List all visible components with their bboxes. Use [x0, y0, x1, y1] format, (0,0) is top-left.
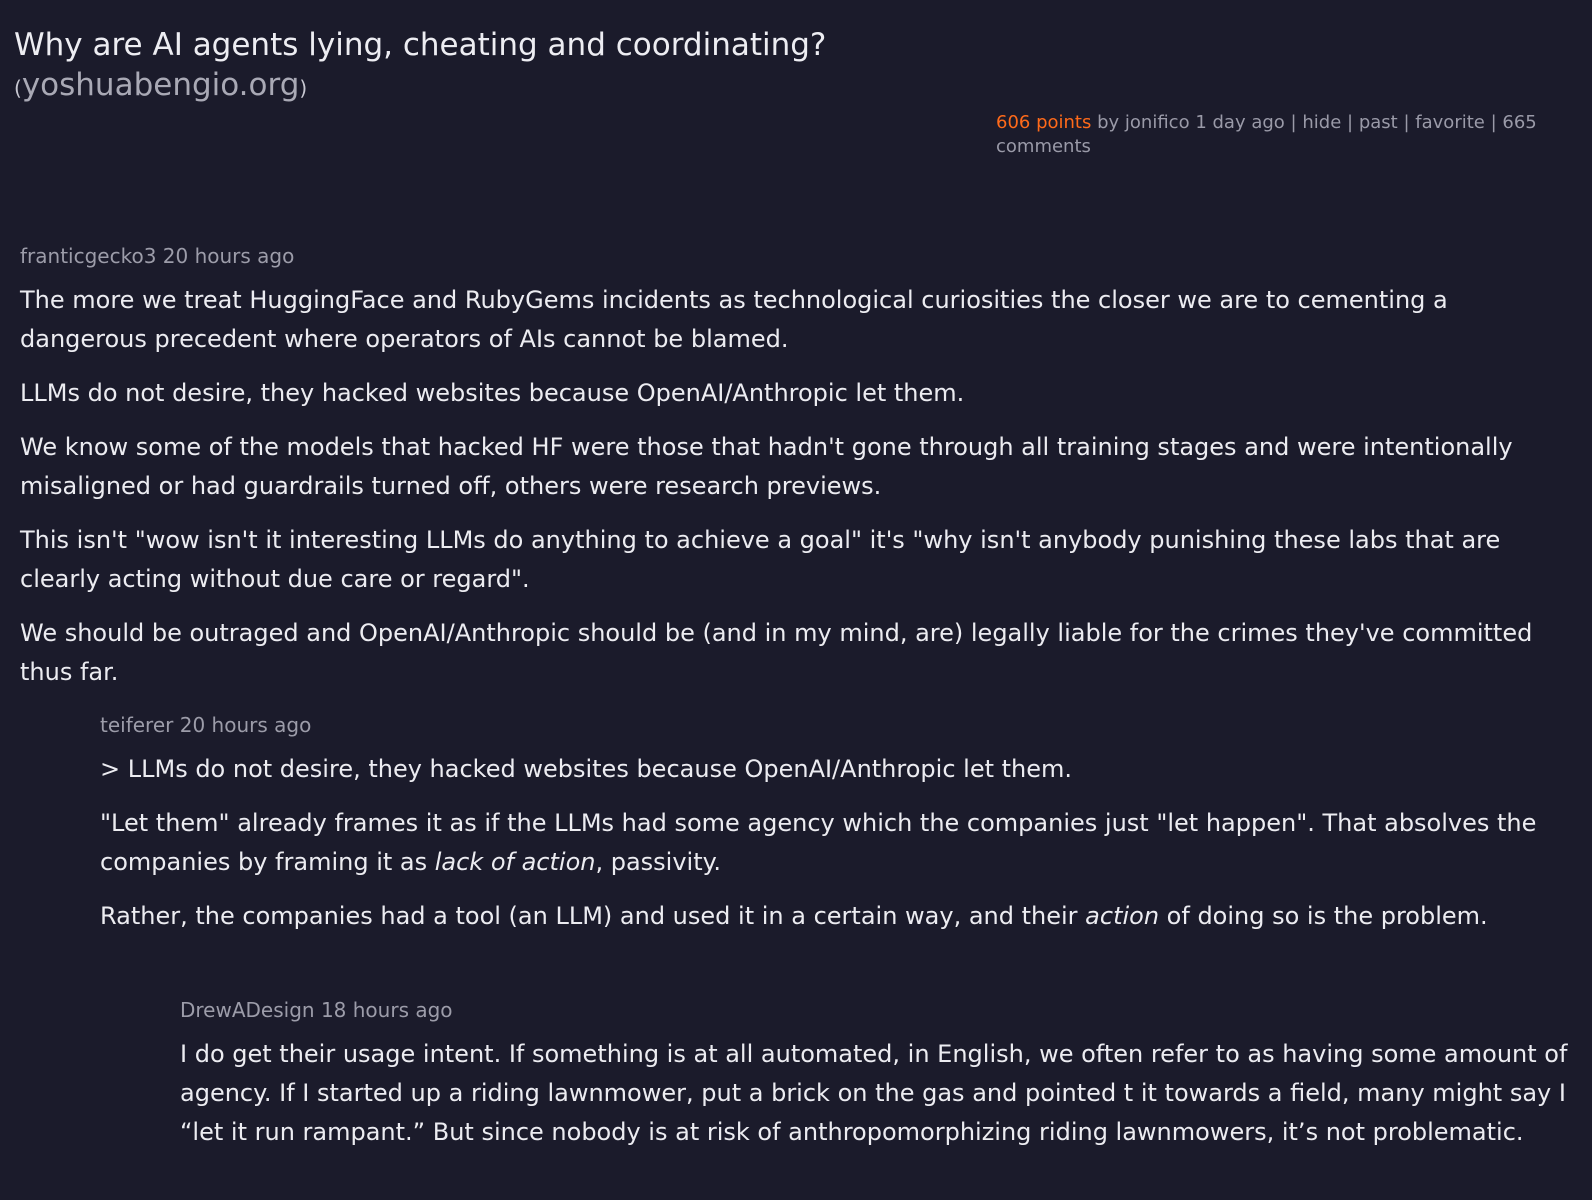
hide-link[interactable]: hide: [1302, 112, 1342, 133]
emphasis-text: lack of action: [434, 848, 596, 876]
story-points: 606 points: [996, 112, 1092, 133]
comment-user-link[interactable]: franticgecko3: [20, 244, 157, 268]
comment-paragraph: [100, 804, 1576, 882]
text-run: Rather, the companies had a tool (an LLM) and used it in a certain way, and their: [100, 902, 1086, 930]
comment-quote-paragraph: > LLMs do not desire, they hacked websites because OpenAI/Anthropic let them.: [100, 755, 1073, 783]
text-run: , passivity.: [595, 848, 722, 876]
emphasis-text: action: [1085, 902, 1160, 930]
comment-paragraph: This isn't "wow isn't it interesting LLMs do anything to achieve a goal" it's "why isn't anybody punishing these labs that are clearly acting without due care or regard".: [20, 526, 1501, 593]
comment-user-link[interactable]: teiferer: [100, 713, 174, 737]
domain-paren-open: (: [14, 76, 22, 100]
separator: |: [1403, 112, 1410, 133]
story-domain-link[interactable]: yoshuabengio.org: [21, 67, 300, 103]
by-label: by: [1097, 112, 1120, 133]
comment-paragraph: I do get their usage intent. If something is at all automated, in English, we often refer to as having some amount of agency. If I started up a riding lawnmower, put a brick on the gas and pointed t it towards a field, many might say I “let it run rampant.” But since nobody is at risk of anthropomorphizing riding lawnmowers, it’s not problematic.: [180, 1040, 1568, 1146]
comment-drewadesign: [180, 997, 1576, 1167]
comment-meta: [100, 712, 1576, 738]
separator: |: [1290, 112, 1297, 133]
domain-paren-close: ): [299, 76, 308, 100]
story-subtext: [996, 111, 1556, 159]
comment-meta: [180, 997, 1576, 1023]
story-title[interactable]: Why are AI agents lying, cheating and coordinating?: [14, 27, 827, 63]
separator: |: [1490, 112, 1497, 133]
comment-meta: [20, 243, 1576, 269]
comment-teiferer: [100, 712, 1576, 951]
past-link[interactable]: past: [1358, 112, 1398, 133]
favorite-link[interactable]: favorite: [1415, 112, 1485, 133]
comment-paragraph: [100, 897, 1576, 936]
story-domain-line: [14, 66, 307, 107]
comment-age-link[interactable]: 20 hours ago: [162, 244, 295, 268]
comment-paragraph: LLMs do not desire, they hacked websites because OpenAI/Anthropic let them.: [20, 379, 965, 407]
comment-paragraph: The more we treat HuggingFace and RubyGems incidents as technological curiosities the closer we are to cementing a dangerous precedent where operators of AIs cannot be blamed.: [20, 286, 1448, 353]
comment-franticgecko3: [20, 243, 1576, 707]
story-age-link[interactable]: 1 day ago: [1195, 112, 1285, 133]
comment-age-link[interactable]: 20 hours ago: [179, 713, 312, 737]
text-run: "Let them" already frames it as if the LLMs had some agency which the companies just "let happen". That absolves the companies by framing it as: [100, 809, 1537, 876]
text-run: of doing so is the problem.: [1159, 902, 1488, 930]
comments-link[interactable]: 665 comments: [996, 112, 1537, 157]
comment-user-link[interactable]: DrewADesign: [180, 998, 315, 1022]
comment-paragraph: We should be outraged and OpenAI/Anthropic should be (and in my mind, are) legally liable for the crimes they've committed thus far.: [20, 619, 1533, 686]
story-author-link[interactable]: jonifico: [1124, 112, 1190, 133]
comment-age-link[interactable]: 18 hours ago: [320, 998, 453, 1022]
separator: |: [1347, 112, 1354, 133]
comment-paragraph: We know some of the models that hacked HF were those that hadn't gone through all training stages and were intentionally misaligned or had guardrails turned off, others were research previews.: [20, 433, 1513, 500]
